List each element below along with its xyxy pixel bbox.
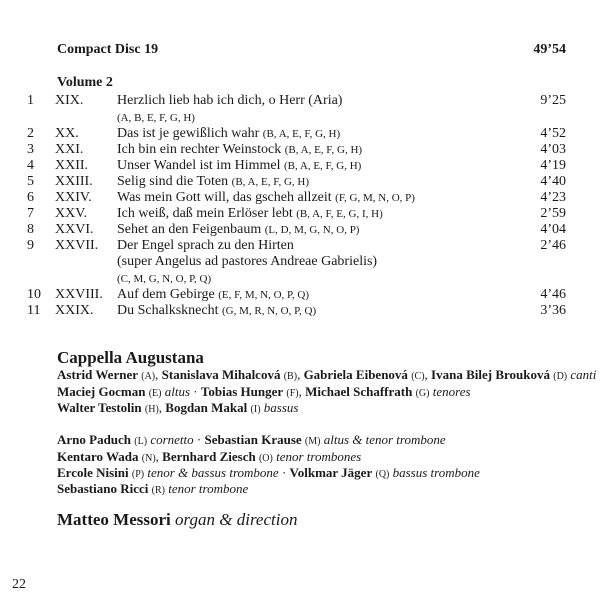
separator: · [193,432,205,447]
track-title: Herzlich lieb hab ich dich, o Herr (Aria) [117,93,343,108]
track-roman: XXV. [55,206,88,221]
track-number: 7 [27,206,34,221]
voice-letter: (F) [286,388,299,399]
performer-name: Tobias Hunger [200,384,284,399]
track-roman: XXI. [55,142,84,157]
ensemble-name: Cappella Augustana [57,348,204,367]
performer-role: tenor trombones [276,449,362,464]
page-number: 22 [12,577,26,592]
voice-letter: (B) [283,371,298,382]
track-voices: (C, M, G, N, O, P, Q) [117,273,212,285]
performer-role: altus & tenor trombone [323,432,446,447]
track-title: Was mein Gott will, das gscheh allzeit [117,190,332,205]
track-number: 11 [27,303,41,318]
track-row [0,126,600,142]
credit-line [57,367,596,385]
track-time: 2’59 [540,206,566,221]
performer-name: Bogdan Makal [165,400,248,415]
track-number: 9 [27,238,34,253]
separator: , [297,367,304,382]
track-title: Sehet an den Feigenbaum [117,222,262,237]
track-voices: (G, M, R, N, O, P, Q) [221,305,317,317]
track-time: 3’36 [540,303,566,318]
track-voices: (B, A, E, F, G, H) [231,176,309,188]
separator: , [298,384,306,399]
track-subtitle: (super Angelus ad pastores Andreae Gabrielis) [117,254,378,269]
performer-role: canti [570,367,597,382]
track-time: 2’46 [540,238,566,253]
director-role: organ & direction [175,510,298,529]
disc-total-time: 49’54 [533,42,566,57]
credit-line [57,481,248,499]
separator: , [155,367,162,382]
performer-name: Gabriela Eibenová [303,367,408,382]
performer-name: Kentaro Wada [57,449,139,464]
performer-name: Sebastiano Ricci [57,481,149,496]
track-roman: XXIX. [55,303,94,318]
voice-letter: (G) [415,388,430,399]
separator: · [278,465,290,480]
track-row [0,238,600,254]
voice-letter: (D) [553,371,568,382]
performer-role: cornetto [150,432,194,447]
performer-name: Arno Paduch [57,432,132,447]
track-row [0,287,600,303]
voice-letter: (E) [148,388,162,399]
track-roman: XXII. [55,158,89,173]
track-time: 4’52 [540,126,566,141]
track-time: 4’46 [540,287,566,302]
performer-name: Bernhard Ziesch [162,449,256,464]
credit-line [57,400,298,418]
track-title: Ich bin ein rechter Weinstock [117,142,282,157]
performer-role: tenores [432,384,471,399]
track-voices: (B, A, E, F, G, H) [262,128,341,140]
track-title: Selig sind die Toten [117,174,229,189]
track-title: Der Engel sprach zu den Hirten [117,238,294,253]
voice-letter: (P) [131,469,145,480]
performer-name: Volkmar Jäger [289,465,373,480]
performer-role: tenor trombone [168,481,249,496]
performer-name: Astrid Werner [57,367,138,382]
track-roman: XXVIII. [55,287,103,302]
performer-role: bassus trombone [392,465,480,480]
track-roman: XXIII. [55,174,93,189]
track-voices: (E, F, M, N, O, P, Q) [218,289,310,301]
track-number: 10 [27,287,41,302]
track-row [0,158,600,174]
performer-role: tenor & bassus trombone [147,465,279,480]
volume-heading: Volume 2 [57,75,113,90]
track-voices: (A, B, E, F, G, H) [117,112,195,124]
track-time: 4’19 [540,158,566,173]
voice-letter: (M) [304,436,321,447]
track-roman: XX. [55,126,79,141]
performer-role: bassus [263,400,299,415]
performer-name: Maciej Gocman [57,384,146,399]
track-title: Unser Wandel ist im Himmel [117,158,281,173]
track-number: 6 [27,190,34,205]
performer-name: Ercole Nisini [57,465,129,480]
director-name: Matteo Messori [57,510,171,529]
track-title: Ich weiß, daß mein Erlöser lebt [117,206,293,221]
separator: , [155,449,163,464]
voice-letter: (I) [250,404,261,415]
track-time: 4’03 [540,142,566,157]
voice-letter: (A) [141,371,156,382]
track-row [0,303,600,319]
track-row [0,222,600,238]
track-roman: XXVII. [55,238,99,253]
track-voices: (B, A, E, F, G, H) [283,160,362,172]
voice-letter: (O) [258,453,273,464]
voice-letter: (C) [411,371,425,382]
track-number: 1 [27,93,34,108]
performer-name: Stanislava Mihalcová [161,367,281,382]
track-row [0,142,600,158]
track-roman: XIX. [55,93,84,108]
track-row [0,206,600,222]
track-number: 2 [27,126,34,141]
separator: , [424,367,432,382]
track-voices: (B, A, F, E, G, I, H) [296,208,383,220]
voice-letter: (R) [151,485,165,496]
disc-title: Compact Disc 19 [57,42,159,57]
track-voices: (F, G, M, N, O, P) [335,192,415,204]
performer-role: altus [164,384,191,399]
track-number: 8 [27,222,34,237]
separator: , [158,400,166,415]
track-number: 5 [27,174,34,189]
performer-name: Sebastian Krause [204,432,302,447]
track-title: Auf dem Gebirge [117,287,215,302]
performer-name: Michael Schaffrath [305,384,413,399]
voice-letter: (H) [144,404,159,415]
track-row [0,174,600,190]
voice-letter: (N) [141,453,156,464]
track-number: 3 [27,142,34,157]
separator: · [190,384,201,399]
track-title: Du Schalksknecht [117,303,219,318]
credit-line [57,432,446,450]
performer-name: Walter Testolin [57,400,142,415]
voice-letter: (Q) [375,469,390,480]
track-time: 9’25 [540,93,566,108]
voice-letter: (L) [134,436,148,447]
track-time: 4’40 [540,174,566,189]
track-time: 4’04 [540,222,566,237]
track-roman: XXIV. [55,190,92,205]
track-voices: (B, A, E, F, G, H) [284,144,363,156]
performer-name: Ivana Bilej Brouková [431,367,550,382]
track-roman: XXVI. [55,222,94,237]
track-row [0,190,600,206]
track-title: Das ist je gewißlich wahr [117,126,260,141]
track-time: 4’23 [540,190,566,205]
track-row [0,93,600,109]
track-number: 4 [27,158,34,173]
director-credit [57,510,297,530]
track-voices: (L, D, M, G, N, O, P) [264,224,360,236]
